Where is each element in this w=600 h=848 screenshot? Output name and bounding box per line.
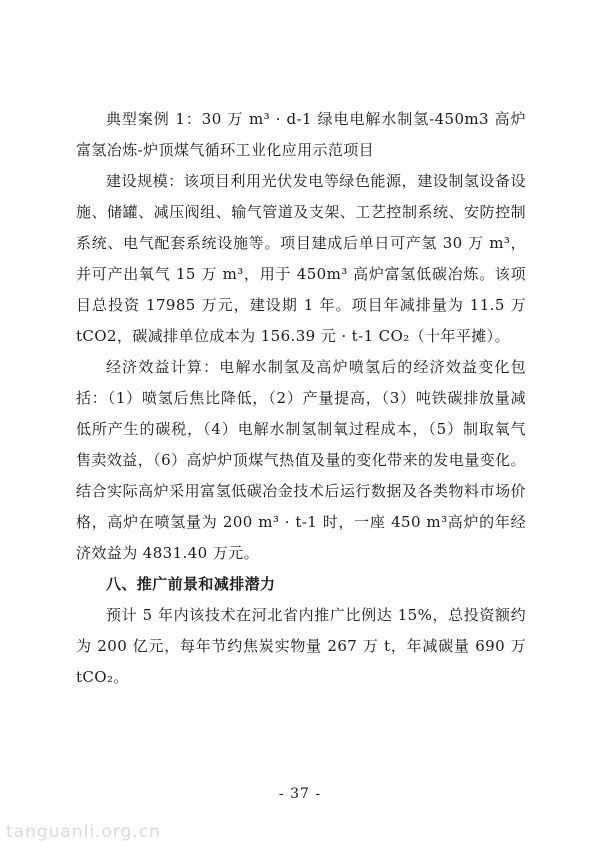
construction-scale-paragraph: 建设规模：该项目利用光伏发电等绿色能源，建设制氢设备设施、储罐、减压阀组、输气管道及支架、工艺控制系统、安防控制系统、电气配套系统设施等。项目建成后单日可产氢 30 万 m³，并可产出氧气 15 万 m³，用于 450m³ 高炉富氢低碳冶炼。该项目总投资 17985 万元，建设期 1 年。项目年减排量为 11.5 万 tCO2，碳减排单位成本为 156.39 元 · t-1 CO₂（十年平摊）。: [76, 172, 526, 345]
watermark: tanguanli.org.cn: [6, 822, 161, 842]
page-number: - 37 -: [278, 786, 322, 802]
case-title-paragraph: 典型案例 1：30 万 m³ · d-1 绿电电解水制氢-450m3 高炉富氢冶炼-炉顶煤气循环工业化应用示范项目: [76, 110, 526, 159]
promotion-paragraph: 预计 5 年内该技术在河北省内推广比例达 15%，总投资额约为 200 亿元，每年节约焦炭实物量 267 万 t，年减碳量 690 万 tCO₂。: [76, 606, 526, 686]
economic-benefit-paragraph: 经济效益计算：电解水制氢及高炉喷氢后的经济效益变化包括：（1）喷氢后焦比降低，（2）产量提高，（3）吨铁碳排放量减低所产生的碳税，（4）电解水制氢制氧过程成本，（5）制取氧气售卖效益，（6）高炉炉顶煤气热值及量的变化带来的发电量变化。结合实际高炉采用富氢低碳冶金技术后运行数据及各类物料市场价格，高炉在喷氢量为 200 m³ · t-1 时，一座 450 m³高炉的年经济效益为 4831.40 万元。: [76, 358, 526, 562]
section-heading: 八、推广前景和减排潜力: [106, 575, 276, 593]
document-body: [76, 104, 526, 693]
